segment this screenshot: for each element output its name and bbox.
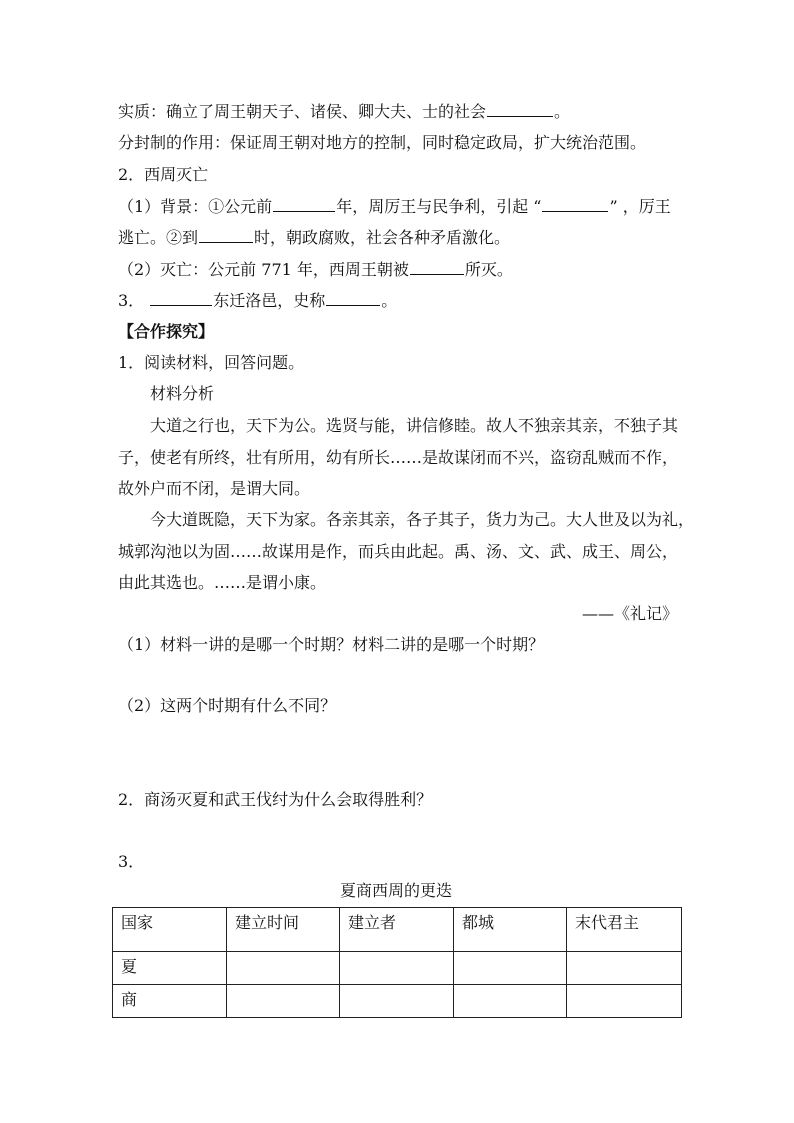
table-header-cell: 建立时间 — [227, 908, 340, 952]
table-header-row — [113, 908, 682, 952]
table-cell[interactable] — [567, 952, 682, 985]
table-cell[interactable] — [227, 952, 340, 985]
background-continued-line: 逃亡。②到 时，朝政腐败，社会各种矛盾激化。 — [118, 228, 511, 247]
table-header-cell: 国家 — [113, 908, 227, 952]
fill-blank[interactable] — [487, 102, 553, 117]
table-cell[interactable] — [340, 985, 454, 1018]
material-2-line-1: 今大道既隐，天下为家。各亲其亲，各子其子，货力为己。大人世及以为礼， — [150, 510, 695, 529]
table-row — [113, 985, 682, 1018]
heading-western-zhou-fall: 2．西周灭亡 — [118, 165, 209, 184]
essence-text: 实质：确立了周王朝天子、诸侯、卿大夫、士的社会 — [118, 102, 487, 121]
table-cell[interactable] — [454, 952, 567, 985]
essence-line: 实质：确立了周王朝天子、诸侯、卿大夫、士的社会 。 — [118, 102, 571, 121]
question-1-2: （2）这两个时期有什么不同？ — [118, 696, 337, 715]
fill-blank[interactable] — [410, 260, 464, 275]
material-2-line-2: 城郭沟池以为固……故谋用是作，而兵由此起。禹、汤、文、武、成王、周公， — [118, 542, 679, 561]
question-1-1: （1）材料一讲的是哪一个时期？材料二讲的是哪一个时期？ — [118, 635, 545, 654]
fall-line: （2）灭亡：公元前 771 年，西周王朝被 所灭。 — [118, 260, 513, 279]
background-line: （1）背景：①公元前 年，周厉王与民争利，引起 “ ” ，厉王 — [118, 197, 671, 216]
material-1-line-2: 子，使老有所终，壮有所用，幼有所长……是故谋闭而不兴，盗窃乱贼而不作， — [118, 448, 679, 467]
fill-blank[interactable] — [326, 291, 380, 306]
material-1-line-3: 故外户而不闭，是谓大同。 — [118, 479, 311, 498]
table-cell[interactable] — [567, 985, 682, 1018]
material-1-line-1: 大道之行也，天下为公。选贤与能，讲信修睦。故人不独亲其亲，不独子其 — [150, 416, 679, 435]
question-3: 3． — [118, 852, 145, 871]
source-citation: ——《礼记》 — [581, 604, 678, 623]
fill-blank[interactable] — [273, 197, 335, 212]
table-cell[interactable] — [454, 985, 567, 1018]
material-2-line-3: 由此其选也。……是谓小康。 — [118, 573, 327, 592]
table-header-cell: 末代君主 — [567, 908, 682, 952]
dynasty-table — [112, 907, 682, 1018]
table-cell: 商 — [113, 985, 227, 1018]
fill-blank[interactable] — [199, 228, 253, 243]
material-title: 材料分析 — [150, 384, 215, 403]
question-1: 1．阅读材料，回答问题。 — [118, 353, 305, 372]
table-cell[interactable] — [227, 985, 340, 1018]
fill-blank[interactable] — [150, 291, 212, 306]
table-cell: 夏 — [113, 952, 227, 985]
section-heading: 【合作探究】 — [118, 322, 215, 341]
fill-blank[interactable] — [542, 197, 608, 212]
table-header-cell: 都城 — [454, 908, 567, 952]
table-caption: 夏商西周的更迭 — [339, 881, 452, 900]
table-row — [113, 952, 682, 985]
table-cell[interactable] — [340, 952, 454, 985]
item3-line: 3． 东迁洛邑，史称 。 — [118, 291, 398, 310]
question-2: 2．商汤灭夏和武王伐纣为什么会取得胜利？ — [118, 790, 433, 809]
table-header-cell: 建立者 — [340, 908, 454, 952]
role-line: 分封制的作用：保证周王朝对地方的控制，同时稳定政局，扩大统治范围。 — [118, 133, 647, 152]
